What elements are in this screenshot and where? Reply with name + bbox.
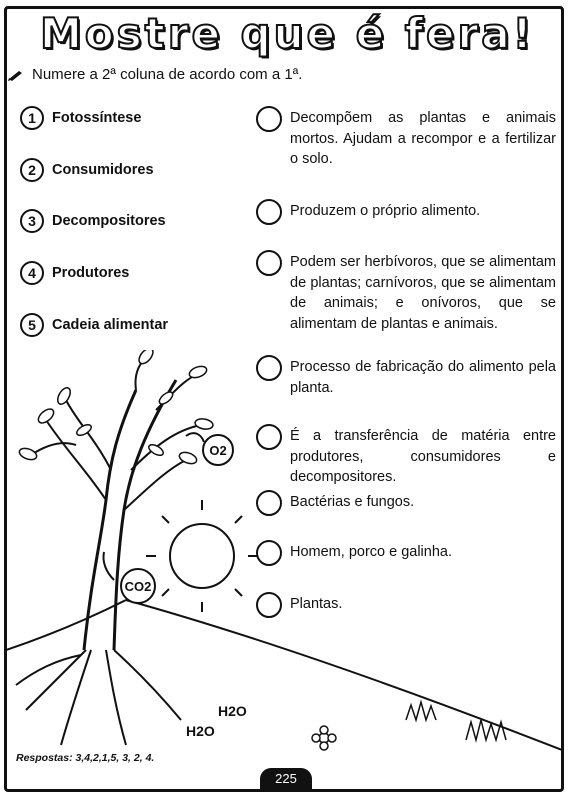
answer-circle[interactable]	[256, 106, 282, 132]
flower-icon	[312, 726, 336, 750]
page-number: 225	[260, 768, 312, 790]
item-term: Cadeia alimentar	[52, 317, 169, 333]
answer-text: Produzem o próprio alimento.	[290, 203, 481, 219]
item-number: 1	[20, 106, 44, 130]
left-item	[20, 313, 168, 337]
h2o-label: H2O	[186, 723, 215, 739]
grass	[406, 702, 506, 740]
answer-text: Plantas.	[290, 596, 343, 612]
item-term: Decompositores	[52, 213, 166, 229]
answer-key: Respostas: 3,4,2,1,5, 3, 2, 4.	[16, 752, 155, 764]
answer-text: Decompõem as plantas e animais mortos. Ajudam a recompor e a fertilizar o solo.	[290, 110, 556, 167]
answer-text: Processo de fabricação do alimento pela planta.	[290, 359, 556, 396]
photosynthesis-illustration	[6, 350, 562, 760]
sun-icon	[146, 500, 258, 612]
left-item	[20, 261, 129, 285]
item-term: Consumidores	[52, 162, 154, 178]
item-number: 4	[20, 261, 44, 285]
answer-text: É a transferência de matéria entre produtores, consumidores e decompositores.	[290, 428, 556, 485]
pencil-icon	[8, 69, 24, 81]
item-number: 5	[20, 313, 44, 337]
answer-item	[256, 250, 556, 334]
item-term: Fotossíntese	[52, 110, 142, 126]
answer-circle[interactable]	[256, 199, 282, 225]
h2o-label: H2O	[218, 703, 247, 719]
item-term: Produtores	[52, 265, 130, 281]
item-number: 3	[20, 209, 44, 233]
answer-text: Podem ser herbívoros, que se alimentam de plantas; carnívoros, que se alimentam de animais; e onívoros, que se alimentam de plantas e animais.	[290, 254, 556, 332]
o2-label: O2	[209, 443, 227, 458]
answer-text: Bactérias e fungos.	[290, 494, 415, 510]
ground-line	[6, 600, 126, 650]
answer-text: Homem, porco e galinha.	[290, 544, 452, 560]
left-item	[20, 106, 141, 130]
answer-circle[interactable]	[256, 250, 282, 276]
instruction	[8, 66, 302, 83]
instruction-text: Numere a 2ª coluna de acordo com a 1ª.	[32, 66, 303, 83]
left-item	[20, 158, 154, 182]
item-number: 2	[20, 158, 44, 182]
answer-item	[256, 199, 556, 222]
left-item	[20, 209, 166, 233]
page-title: Mostre que é fera!	[40, 9, 535, 58]
tree-trunk	[84, 390, 136, 650]
co2-bubble	[103, 552, 155, 603]
co2-label: CO2	[124, 579, 152, 594]
answer-item	[256, 106, 556, 170]
tree-roots	[16, 650, 181, 745]
